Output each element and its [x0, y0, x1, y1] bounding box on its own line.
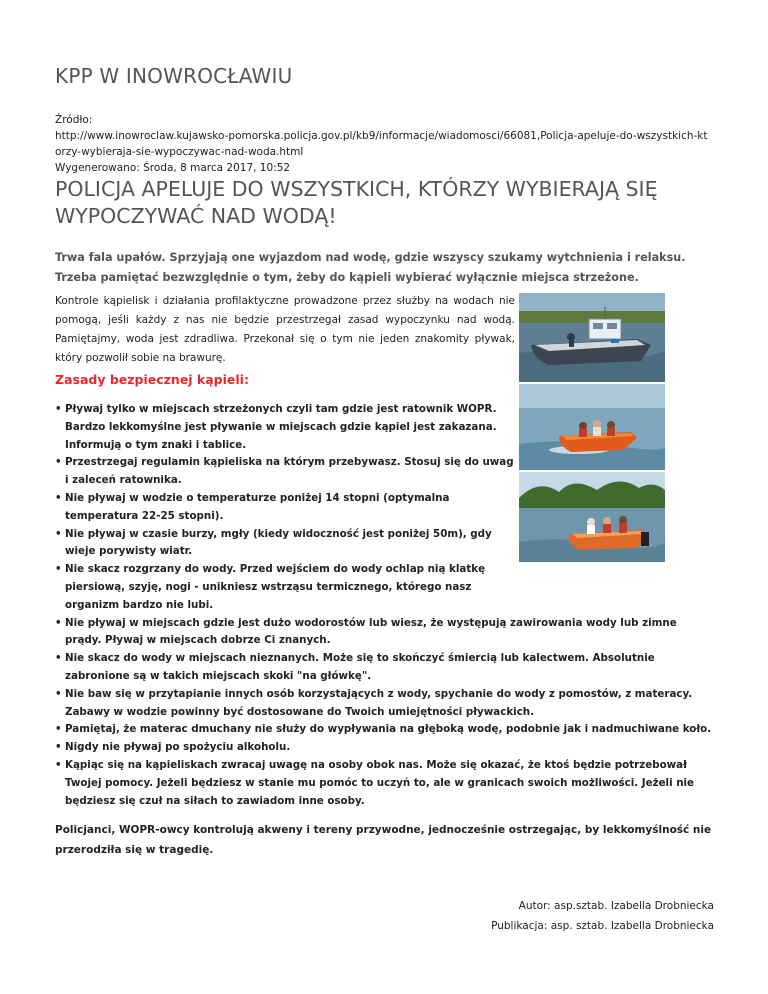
police-boat-photo — [519, 293, 665, 382]
article-footer — [491, 896, 714, 936]
rule-item: • Nie pływaj w wodzie o temperaturze poniżej 14 stopni (optymalna temperatura 22-25 stopni). — [55, 490, 517, 526]
article-lead: Trwa fala upałów. Sprzyjają one wyjazdom nad wodę, gdzie wszyscy szukamy wytchnienia i relaksu. Trzeba pamiętać bezwzględnie o tym, żeby do kąpieli wybierać wyłącznie miejsca strzeżone. — [55, 251, 686, 284]
source-url-line-2[interactable]: orzy-wybieraja-sie-wypoczywac-nad-woda.html — [55, 146, 304, 158]
rules-heading: Zasady bezpiecznej kąpieli: — [55, 372, 249, 387]
rule-item: • Nie baw się w przytapianie innych osób korzystających z wody, spychanie do wody z pomostów, z materacy. Zabawy w wodzie powinny być dostosowane do Twoich umiejętności pływackich. — [55, 686, 714, 722]
rule-item: • Pływaj tylko w miejscach strzeżonych czyli tam gdzie jest ratownik WOPR. Bardzo lekkomyślne jest pływanie w miejscach gdzie kąpiel jest zakazana. Informują o tym znaki i tablice. — [55, 401, 517, 454]
rule-item: • Nigdy nie pływaj po spożyciu alkoholu. — [55, 739, 714, 757]
article-intro: Kontrole kąpielisk i działania profilaktyczne prowadzone przez służby na wodach nie pomogą, jeśli każdy z nas nie będzie przestrzegał zasad wypoczynku nad wodą. Pamiętajmy, woda jest zdradliwa. Przekonał się o tym nie jeden znakomity pływak, który pozwolił sobie na brawurę. — [55, 295, 515, 364]
rule-item: • Kąpiąc się na kąpieliskach zwracaj uwagę na osoby obok nas. Może się okazać, że ktoś będzie potrzebował Twojej pomocy. Jeżeli będziesz w stanie mu pomóc to uczyń to, ale w granicach swoich możliwości. Jeżeli nie będziesz się czuł na siłach to zawiadom inne osoby. — [55, 757, 714, 810]
generated-date: Wygenerowano: Środa, 8 marca 2017, 10:52 — [55, 162, 291, 174]
rule-item: • Nie skacz do wody w miejscach nieznanych. Może się to skończyć śmiercią lub kalectwem. Absolutnie zabronione są w takich miejscach skoki "na główkę". — [55, 650, 714, 686]
site-title: KPP W INOWROCŁAWIU — [55, 64, 293, 88]
author-line: Autor: asp.sztab. Izabella Drobniecka — [518, 900, 714, 912]
rule-item: • Nie skacz rozgrzany do wody. Przed wejściem do wody ochlap nią klatkę piersiową, szyję, nogi - unikniesz wstrząsu termicznego, którego nasz organizm bardzo nie lubi. — [55, 561, 517, 614]
source-meta — [55, 112, 714, 176]
article-title: POLICJA APELUJE DO WSZYSTKICH, KTÓRZY WYBIERAJĄ SIĘ WYPOCZYWAĆ NAD WODĄ! — [55, 177, 658, 228]
publication-line: Publikacja: asp. sztab. Izabella Drobniecka — [491, 920, 714, 932]
rule-item: • Pamiętaj, że materac dmuchany nie służy do wypływania na głęboką wodę, podobnie jak i nadmuchiwane koło. — [55, 721, 714, 739]
source-url-line-1[interactable]: http://www.inowroclaw.kujawsko-pomorska.policja.gov.pl/kb9/informacje/wiadomosci/66081,Policja-apeluje-do-wszystkich-kt — [55, 130, 708, 142]
source-label: Źródło: — [55, 114, 93, 126]
rule-item: • Nie pływaj w miejscach gdzie jest dużo wodorostów lub wiesz, że występują zawirowania wody lub zimne prądy. Pływaj w miejscach dobrze Ci znanych. — [55, 615, 714, 651]
rule-item: • Przestrzegaj regulamin kąpieliska na którym przebywasz. Stosuj się do uwag i zaleceń ratownika. — [55, 454, 517, 490]
rule-item: • Nie pływaj w czasie burzy, mgły (kiedy widoczność jest poniżej 50m), gdy wieje porywisty wiatr. — [55, 526, 517, 562]
closing-paragraph: Policjanci, WOPR-owcy kontrolują akweny i tereny przywodne, jednocześnie ostrzegając, by lekkomyślność nie przerodziła się w tragedię. — [55, 824, 712, 856]
safety-rules-list — [55, 401, 714, 810]
